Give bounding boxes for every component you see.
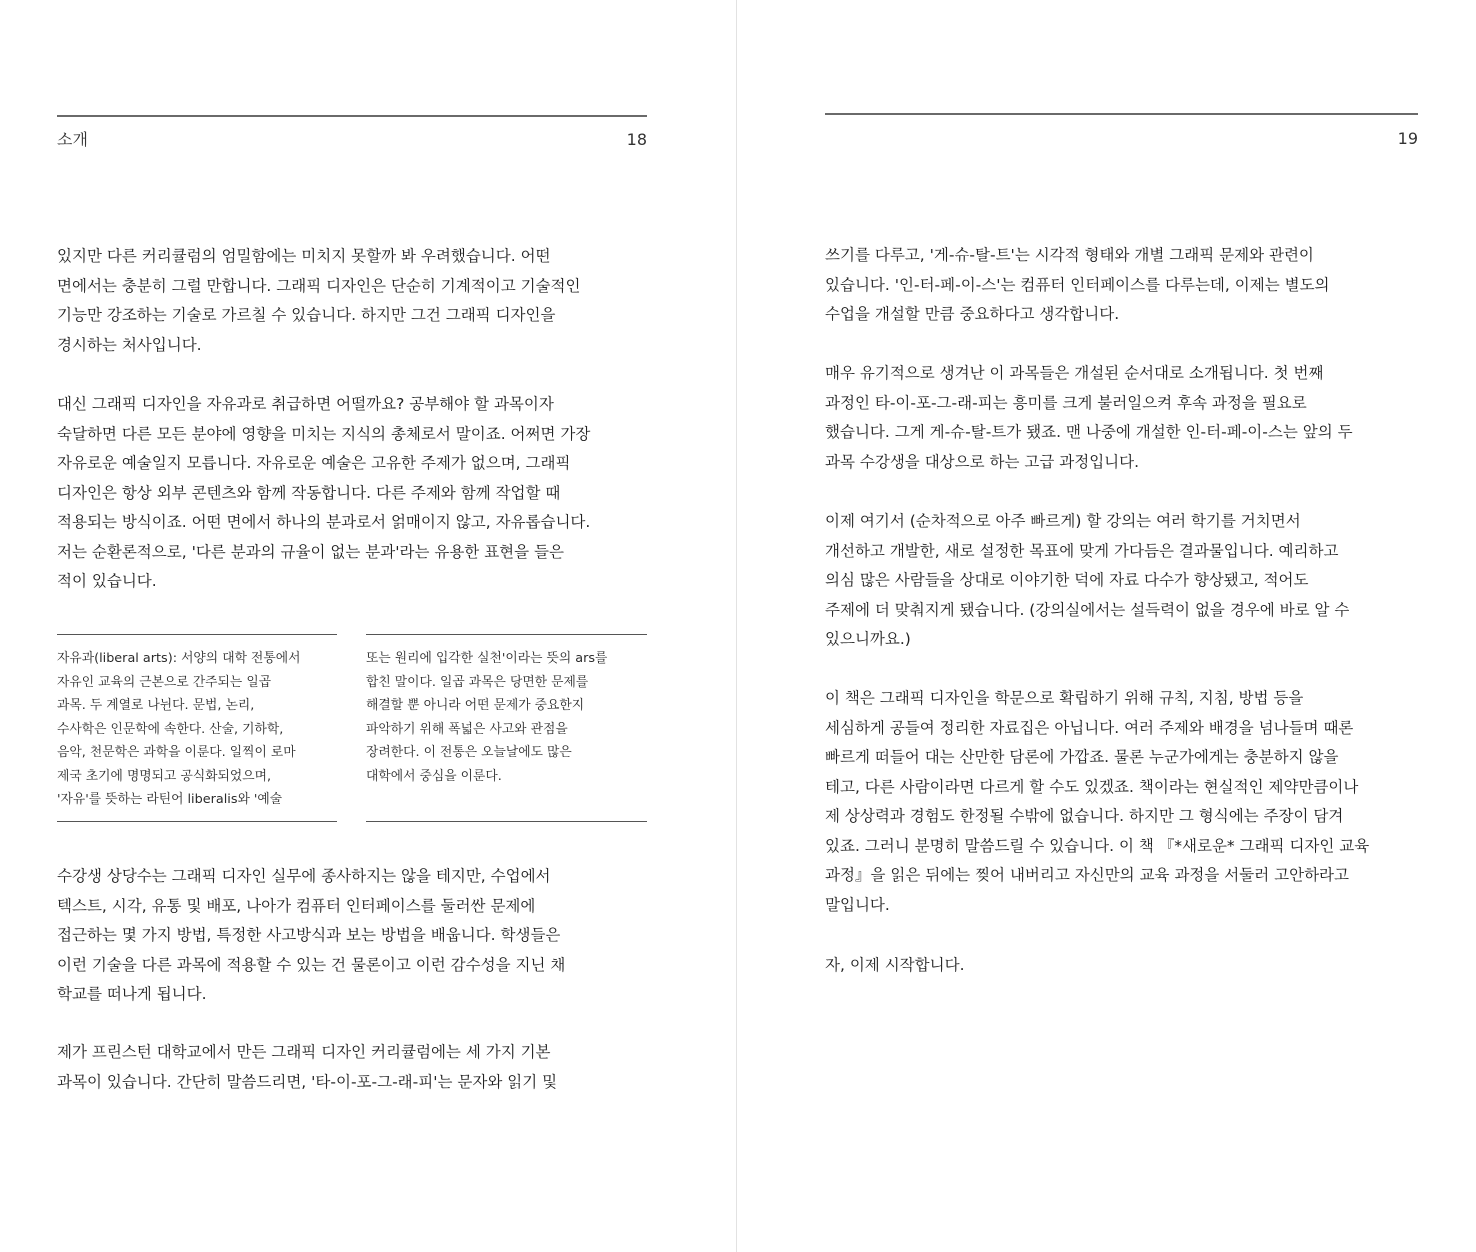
text-line: 과목 수강생을 대상으로 하는 고급 과정입니다. <box>825 452 1140 471</box>
body-paragraph <box>825 684 1369 920</box>
text-line: 쓰기를 다루고, '게-슈-탈-트'는 시각적 형태와 개별 그래픽 문제와 관련이 <box>825 246 1314 264</box>
note-line: 제국 초기에 명명되고 공식화되었으며, <box>57 768 272 784</box>
header-rule <box>825 113 1418 115</box>
note-line: 합친 말이다. 일곱 과목은 당면한 문제를 <box>366 674 589 690</box>
right-page <box>737 0 1476 1252</box>
text-line: 주제에 더 맞춰지게 됐습니다. (강의실에서는 설득력이 없을 경우에 바로 알 수 <box>825 600 1350 619</box>
text-line: 있습니다. '인-터-페-이-스'는 컴퓨터 인터페이스를 다루는데, 이제는 별도의 <box>825 275 1330 294</box>
body-paragraph <box>825 951 965 981</box>
text-line: 개선하고 개발한, 새로 설정한 목표에 맞게 가다듬은 결과물입니다. 예리하고 <box>825 541 1339 560</box>
note-line: 또는 원리에 입각한 실천'이라는 뜻의 ars를 <box>366 651 608 666</box>
body-paragraph <box>825 241 1330 330</box>
text-line: 디자인은 항상 외부 콘텐츠와 함께 작동합니다. 다른 주제와 함께 작업할 때 <box>57 483 561 502</box>
text-line: 과정인 타-이-포-그-래-피는 흥미를 크게 불러일으켜 후속 과정을 필요로 <box>825 393 1307 412</box>
text-line: 적이 있습니다. <box>57 572 157 590</box>
text-line: 매우 유기적으로 생겨난 이 과목들은 개설된 순서대로 소개됩니다. 첫 번째 <box>825 364 1324 382</box>
note-line: 자유인 교육의 근본으로 간주되는 일곱 <box>57 674 272 690</box>
body-paragraph <box>825 359 1353 477</box>
text-line: 면에서는 충분히 그럴 만합니다. 그래픽 디자인은 단순히 기계적이고 기술적인 <box>57 276 581 295</box>
sidenote-box-right <box>366 634 647 822</box>
text-line: 의심 많은 사람들을 상대로 이야기한 덕에 자료 다수가 향상됐고, 적어도 <box>825 571 1309 589</box>
text-line: 대신 그래픽 디자인을 자유과로 취급하면 어떨까요? 공부해야 할 과목이자 <box>57 395 554 413</box>
running-head: 소개 <box>57 130 88 149</box>
left-page <box>0 0 736 1252</box>
header-rule <box>57 115 647 117</box>
text-line: 자, 이제 시작합니다. <box>825 956 965 974</box>
sidenote-text <box>366 647 607 788</box>
page-number: 18 <box>626 130 647 149</box>
text-line: 접근하는 몇 가지 방법, 특정한 사고방식과 보는 방법을 배웁니다. 학생들은 <box>57 926 561 944</box>
note-line: 파악하기 위해 폭넓은 사고와 관점을 <box>366 721 568 737</box>
text-line: 경시하는 처사입니다. <box>57 335 202 354</box>
body-paragraph <box>57 1038 557 1097</box>
body-paragraph <box>57 862 565 1010</box>
body-paragraph <box>57 242 580 360</box>
text-line: 수업을 개설할 만큼 중요하다고 생각합니다. <box>825 305 1120 323</box>
note-line: 자유과(liberal arts): 서양의 대학 전통에서 <box>57 651 301 666</box>
text-line: 이제 여기서 (순차적으로 아주 빠르게) 할 강의는 여러 학기를 거치면서 <box>825 512 1301 530</box>
note-line: 과목. 두 계열로 나뉜다. 문법, 논리, <box>57 698 255 713</box>
text-line: 있지만 다른 커리큘럼의 엄밀함에는 미치지 못할까 봐 우려했습니다. 어떤 <box>57 247 551 265</box>
text-line: 있으니까요.) <box>825 630 911 648</box>
text-line: 저는 순환론적으로, '다른 분과의 규율이 없는 분과'라는 유용한 표현을 들은 <box>57 542 564 561</box>
text-line: 학교를 떠나게 됩니다. <box>57 985 207 1003</box>
text-line: 있죠. 그러니 분명히 말씀드릴 수 있습니다. 이 책 『*새로운* 그래픽 디자인 교육 <box>825 836 1370 855</box>
body-paragraph <box>825 507 1349 655</box>
text-line: 말입니다. <box>825 895 890 914</box>
body-paragraph <box>57 390 590 597</box>
page-number: 19 <box>1397 129 1418 148</box>
text-line: 과정』을 읽은 뒤에는 찢어 내버리고 자신만의 교육 과정을 서둘러 고안하라고 <box>825 866 1350 884</box>
text-line: 했습니다. 그게 게-슈-탈-트가 됐죠. 맨 나중에 개설한 인-터-페-이-스는 앞의 두 <box>825 423 1353 441</box>
text-line: 과목이 있습니다. 간단히 말씀드리면, '타-이-포-그-래-피'는 문자와 읽기 및 <box>57 1072 558 1091</box>
text-line: 테고, 다른 사람이라면 다르게 할 수도 있겠죠. 책이라는 현실적인 제약만큼이나 <box>825 777 1359 796</box>
text-line: 이런 기술을 다른 과목에 적용할 수 있는 건 물론이고 이런 감수성을 지닌 채 <box>57 955 566 974</box>
sidenote-text <box>57 647 300 812</box>
text-line: 이 책은 그래픽 디자인을 학문으로 확립하기 위해 규칙, 지침, 방법 등을 <box>825 689 1304 707</box>
note-line: 음악, 천문학은 과학을 이룬다. 일찍이 로마 <box>57 745 296 760</box>
text-line: 텍스트, 시각, 유통 및 배포, 나아가 컴퓨터 인터페이스를 둘러싼 문제에 <box>57 896 536 915</box>
note-line: 대학에서 중심을 이룬다. <box>366 768 502 784</box>
text-line: 숙달하면 다른 모든 분야에 영향을 미치는 지식의 총체로서 말이죠. 어쩌면 가장 <box>57 424 591 443</box>
text-line: 수강생 상당수는 그래픽 디자인 실무에 종사하지는 않을 테지만, 수업에서 <box>57 867 551 885</box>
text-line: 적용되는 방식이죠. 어떤 면에서 하나의 분과로서 얽매이지 않고, 자유롭습니다. <box>57 513 591 531</box>
text-line: 제가 프린스턴 대학교에서 만든 그래픽 디자인 커리큘럼에는 세 가지 기본 <box>57 1043 551 1061</box>
text-line: 기능만 강조하는 기술로 가르칠 수 있습니다. 하지만 그건 그래픽 디자인을 <box>57 306 556 324</box>
note-line: 해결할 뿐 아니라 어떤 문제가 중요한지 <box>366 698 585 713</box>
sidenote-box-left <box>57 634 337 822</box>
text-line: 자유로운 예술일지 모릅니다. 자유로운 예술은 고유한 주제가 없으며, 그래픽 <box>57 454 571 472</box>
text-line: 세심하게 공들여 정리한 자료집은 아닙니다. 여러 주제와 배경을 넘나들며 때론 <box>825 718 1354 737</box>
note-line: '자유'를 뜻하는 라틴어 liberalis와 '예술 <box>57 792 283 807</box>
note-line: 수사학은 인문학에 속한다. 산술, 기하학, <box>57 721 284 737</box>
text-line: 제 상상력과 경험도 한정될 수밖에 없습니다. 하지만 그 형식에는 주장이 담겨 <box>825 807 1344 825</box>
text-line: 빠르게 떠들어 대는 산만한 담론에 가깝죠. 물론 누군가에게는 충분하지 않을 <box>825 748 1339 766</box>
note-line: 장려한다. 이 전통은 오늘날에도 많은 <box>366 745 572 760</box>
